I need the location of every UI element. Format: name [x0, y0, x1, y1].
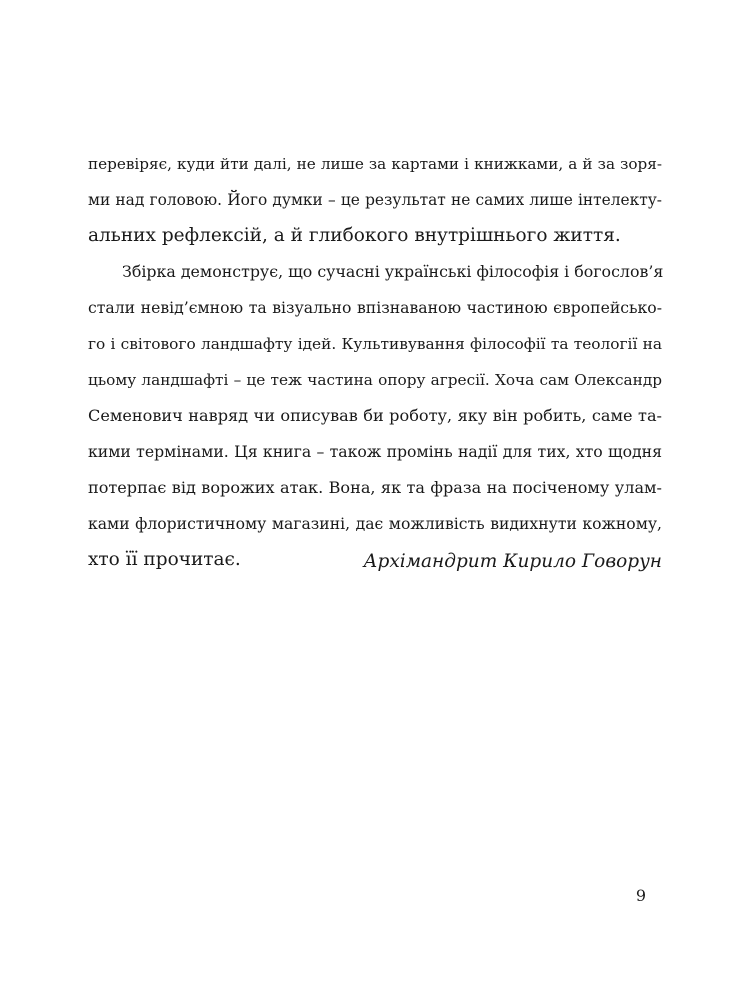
- text-line: потерпає від ворожих атак. Вона, як та фраза на посіченому улам-: [88, 478, 662, 497]
- paragraph-2: [88, 259, 662, 583]
- page-number: 9: [635, 886, 646, 905]
- text-line: кими термінами. Ця книга – також промінь надії для тих, хто щодня: [88, 442, 662, 461]
- text-line: перевіряє, куди йти далі, не лише за картами і книжками, а й за зоря-: [88, 155, 662, 173]
- text-line: хто її прочитає.: [88, 549, 241, 570]
- text-line: стали невід’ємною та візуально впізнаваною частиною європейсько-: [88, 298, 662, 317]
- text-line: ми над головою. Його думки – це результат не самих лише інтелекту-: [88, 191, 662, 209]
- text-line: Семенович навряд чи описував би роботу, яку він робить, саме та-: [88, 406, 662, 425]
- text-line: альних рефлексій, а й глибокого внутрішнього життя.: [88, 225, 621, 246]
- author-signature: Архімандрит Кирило Говорун: [363, 551, 662, 572]
- text-line: ками флористичному магазині, дає можливість видихнути кожному,: [88, 515, 662, 533]
- body-text: [88, 151, 662, 583]
- text-line: цьому ландшафті – це теж частина опору агресії. Хоча сам Олександр: [88, 371, 662, 389]
- text-line: го і світового ландшафту ідей. Культивування філософії та теології на: [88, 335, 662, 353]
- paragraph-1: [88, 151, 662, 259]
- text-line: Збірка демонструє, що сучасні українські філософія і богослов’я: [122, 262, 664, 281]
